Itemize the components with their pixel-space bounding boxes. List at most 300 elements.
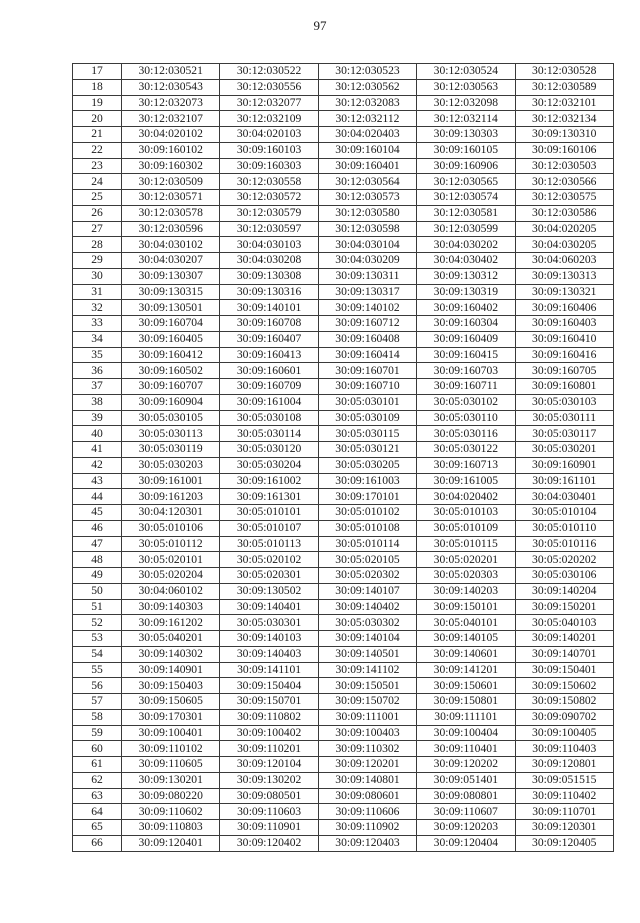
cadastral-number-cell: 30:09:140104: [318, 631, 416, 647]
row-number-cell: 30: [73, 268, 122, 284]
cadastral-number-cell: 30:09:140901: [122, 662, 220, 678]
cadastral-number-cell: 30:09:140302: [122, 646, 220, 662]
cadastral-number-cell: 30:05:030301: [220, 615, 318, 631]
cadastral-number-cell: 30:09:140105: [417, 631, 515, 647]
row-number-cell: 19: [73, 95, 122, 111]
cadastral-number-cell: 30:09:160701: [318, 363, 416, 379]
cadastral-number-cell: 30:09:110402: [515, 788, 613, 804]
cadastral-number-cell: 30:04:030202: [417, 237, 515, 253]
cadastral-number-cell: 30:09:150501: [318, 678, 416, 694]
cadastral-number-cell: 30:09:150802: [515, 694, 613, 710]
cadastral-number-cell: 30:09:160413: [220, 347, 318, 363]
cadastral-number-cell: 30:05:010110: [515, 520, 613, 536]
table-row: [73, 95, 614, 111]
cadastral-number-cell: 30:09:161002: [220, 473, 318, 489]
cadastral-number-cell: 30:04:020402: [417, 489, 515, 505]
cadastral-number-cell: 30:12:032114: [417, 111, 515, 127]
cadastral-number-cell: 30:09:160906: [417, 158, 515, 174]
cadastral-number-cell: 30:09:130501: [122, 300, 220, 316]
cadastral-number-cell: 30:05:030203: [122, 457, 220, 473]
cadastral-number-cell: 30:09:150403: [122, 678, 220, 694]
cadastral-number-cell: 30:05:020303: [417, 568, 515, 584]
cadastral-number-cell: 30:04:060102: [122, 583, 220, 599]
cadastral-number-cell: 30:04:030401: [515, 489, 613, 505]
cadastral-number-cell: 30:09:150404: [220, 678, 318, 694]
cadastral-number-cell: 30:09:160406: [515, 300, 613, 316]
cadastral-number-cell: 30:12:030575: [515, 190, 613, 206]
cadastral-number-cell: 30:12:030589: [515, 79, 613, 95]
table-row: [73, 536, 614, 552]
cadastral-number-cell: 30:05:010114: [318, 536, 416, 552]
cadastral-number-cell: 30:04:020103: [220, 127, 318, 143]
cadastral-number-cell: 30:09:160106: [515, 142, 613, 158]
table-row: [73, 300, 614, 316]
cadastral-number-cell: 30:09:160901: [515, 457, 613, 473]
cadastral-number-cell: 30:09:130319: [417, 284, 515, 300]
cadastral-number-cell: 30:09:160104: [318, 142, 416, 158]
cadastral-number-cell: 30:05:010112: [122, 536, 220, 552]
cadastral-number-cell: 30:04:030208: [220, 253, 318, 269]
cadastral-number-cell: 30:12:032134: [515, 111, 613, 127]
cadastral-number-cell: 30:05:020202: [515, 552, 613, 568]
cadastral-number-cell: 30:09:130317: [318, 284, 416, 300]
cadastral-number-cell: 30:05:030108: [220, 410, 318, 426]
row-number-cell: 39: [73, 410, 122, 426]
cadastral-number-cell: 30:09:160102: [122, 142, 220, 158]
cadastral-number-cell: 30:09:110902: [318, 820, 416, 836]
cadastral-number-cell: 30:09:160405: [122, 331, 220, 347]
table-row: [73, 631, 614, 647]
cadastral-number-cell: 30:09:110401: [417, 741, 515, 757]
table-row: [73, 505, 614, 521]
table-row: [73, 725, 614, 741]
cadastral-number-cell: 30:04:030205: [515, 237, 613, 253]
cadastral-number-cell: 30:09:141201: [417, 662, 515, 678]
cadastral-number-cell: 30:05:010106: [122, 520, 220, 536]
cadastral-number-cell: 30:09:160408: [318, 331, 416, 347]
row-number-cell: 54: [73, 646, 122, 662]
cadastral-number-cell: 30:09:051515: [515, 772, 613, 788]
cadastral-number-cell: 30:05:010113: [220, 536, 318, 552]
row-number-cell: 25: [73, 190, 122, 206]
table-row: [73, 174, 614, 190]
table-row: [73, 142, 614, 158]
cadastral-number-cell: 30:05:030109: [318, 410, 416, 426]
cadastral-number-cell: 30:05:010101: [220, 505, 318, 521]
cadastral-number-cell: 30:09:160416: [515, 347, 613, 363]
cadastral-number-cell: 30:05:030115: [318, 426, 416, 442]
cadastral-number-cell: 30:09:120404: [417, 835, 515, 851]
table-row: [73, 127, 614, 143]
table-row: [73, 489, 614, 505]
cadastral-number-cell: 30:05:030113: [122, 426, 220, 442]
table-row: [73, 347, 614, 363]
cadastral-number-cell: 30:09:110602: [122, 804, 220, 820]
cadastral-number-cell: 30:09:140401: [220, 599, 318, 615]
row-number-cell: 61: [73, 757, 122, 773]
cadastral-number-cell: 30:05:020204: [122, 568, 220, 584]
cadastral-number-cell: 30:05:030302: [318, 615, 416, 631]
cadastral-number-cell: 30:09:160708: [220, 316, 318, 332]
cadastral-number-table: [72, 63, 614, 852]
cadastral-number-cell: 30:09:160412: [122, 347, 220, 363]
row-number-cell: 24: [73, 174, 122, 190]
cadastral-number-cell: 30:12:032098: [417, 95, 515, 111]
cadastral-number-cell: 30:09:100404: [417, 725, 515, 741]
cadastral-number-cell: 30:09:160302: [122, 158, 220, 174]
table-row: [73, 426, 614, 442]
cadastral-number-cell: 30:12:030581: [417, 205, 515, 221]
cadastral-number-cell: 30:09:110701: [515, 804, 613, 820]
table-row: [73, 205, 614, 221]
cadastral-number-cell: 30:09:150602: [515, 678, 613, 694]
cadastral-number-cell: 30:09:160401: [318, 158, 416, 174]
cadastral-number-cell: 30:12:030528: [515, 64, 613, 80]
cadastral-number-cell: 30:12:032109: [220, 111, 318, 127]
row-number-cell: 64: [73, 804, 122, 820]
cadastral-number-cell: 30:09:170301: [122, 709, 220, 725]
cadastral-number-cell: 30:09:150101: [417, 599, 515, 615]
cadastral-number-cell: 30:09:110803: [122, 820, 220, 836]
cadastral-number-cell: 30:09:120203: [417, 820, 515, 836]
table-row: [73, 363, 614, 379]
cadastral-number-cell: 30:09:160105: [417, 142, 515, 158]
cadastral-number-cell: 30:09:161003: [318, 473, 416, 489]
cadastral-number-cell: 30:09:130502: [220, 583, 318, 599]
table-row: [73, 79, 614, 95]
row-number-cell: 32: [73, 300, 122, 316]
row-number-cell: 48: [73, 552, 122, 568]
cadastral-number-cell: 30:09:110901: [220, 820, 318, 836]
cadastral-number-cell: 30:05:010103: [417, 505, 515, 521]
table-row: [73, 520, 614, 536]
cadastral-number-cell: 30:05:010115: [417, 536, 515, 552]
cadastral-number-cell: 30:05:030120: [220, 442, 318, 458]
row-number-cell: 17: [73, 64, 122, 80]
table-row: [73, 158, 614, 174]
cadastral-number-cell: 30:04:030104: [318, 237, 416, 253]
table-row: [73, 379, 614, 395]
row-number-cell: 27: [73, 221, 122, 237]
cadastral-number-cell: 30:09:161001: [122, 473, 220, 489]
cadastral-number-cell: 30:05:040101: [417, 615, 515, 631]
cadastral-number-cell: 30:09:160705: [515, 363, 613, 379]
cadastral-number-cell: 30:09:140701: [515, 646, 613, 662]
cadastral-number-cell: 30:09:160713: [417, 457, 515, 473]
cadastral-number-cell: 30:09:120201: [318, 757, 416, 773]
cadastral-number-cell: 30:09:100405: [515, 725, 613, 741]
cadastral-number-cell: 30:09:110403: [515, 741, 613, 757]
cadastral-number-cell: 30:04:060203: [515, 253, 613, 269]
cadastral-number-cell: 30:09:120801: [515, 757, 613, 773]
cadastral-number-cell: 30:05:030114: [220, 426, 318, 442]
cadastral-number-cell: 30:09:160904: [122, 394, 220, 410]
cadastral-number-cell: 30:04:030402: [417, 253, 515, 269]
cadastral-number-cell: 30:09:130310: [515, 127, 613, 143]
cadastral-number-cell: 30:09:161005: [417, 473, 515, 489]
cadastral-number-cell: 30:05:020302: [318, 568, 416, 584]
row-number-cell: 49: [73, 568, 122, 584]
cadastral-number-cell: 30:12:030580: [318, 205, 416, 221]
row-number-cell: 33: [73, 316, 122, 332]
cadastral-number-cell: 30:09:170101: [318, 489, 416, 505]
cadastral-number-cell: 30:09:161202: [122, 615, 220, 631]
cadastral-number-cell: 30:09:080601: [318, 788, 416, 804]
cadastral-number-cell: 30:09:120403: [318, 835, 416, 851]
cadastral-number-cell: 30:04:030103: [220, 237, 318, 253]
cadastral-number-cell: 30:09:160303: [220, 158, 318, 174]
row-number-cell: 28: [73, 237, 122, 253]
cadastral-number-cell: 30:09:150701: [220, 694, 318, 710]
cadastral-number-cell: 30:12:032073: [122, 95, 220, 111]
cadastral-number-cell: 30:09:141101: [220, 662, 318, 678]
row-number-cell: 51: [73, 599, 122, 615]
cadastral-number-cell: 30:05:030205: [318, 457, 416, 473]
cadastral-number-cell: 30:04:030207: [122, 253, 220, 269]
row-number-cell: 38: [73, 394, 122, 410]
cadastral-number-cell: 30:09:110102: [122, 741, 220, 757]
cadastral-number-cell: 30:12:030564: [318, 174, 416, 190]
cadastral-number-cell: 30:05:030201: [515, 442, 613, 458]
cadastral-number-cell: 30:05:030122: [417, 442, 515, 458]
cadastral-number-cell: 30:09:160712: [318, 316, 416, 332]
table-row: [73, 835, 614, 851]
cadastral-number-cell: 30:09:110802: [220, 709, 318, 725]
table-row: [73, 253, 614, 269]
cadastral-number-cell: 30:09:141102: [318, 662, 416, 678]
cadastral-number-cell: 30:09:161004: [220, 394, 318, 410]
cadastral-number-cell: 30:09:160801: [515, 379, 613, 395]
cadastral-number-cell: 30:09:160415: [417, 347, 515, 363]
cadastral-number-cell: 30:12:030503: [515, 158, 613, 174]
row-number-cell: 63: [73, 788, 122, 804]
row-number-cell: 40: [73, 426, 122, 442]
cadastral-number-cell: 30:12:030579: [220, 205, 318, 221]
row-number-cell: 58: [73, 709, 122, 725]
cadastral-number-cell: 30:04:030209: [318, 253, 416, 269]
cadastral-number-cell: 30:09:140402: [318, 599, 416, 615]
cadastral-number-cell: 30:12:030566: [515, 174, 613, 190]
table-row: [73, 237, 614, 253]
cadastral-number-cell: 30:09:120202: [417, 757, 515, 773]
cadastral-number-cell: 30:09:140107: [318, 583, 416, 599]
table-row: [73, 804, 614, 820]
cadastral-number-cell: 30:09:120301: [515, 820, 613, 836]
cadastral-number-cell: 30:12:030596: [122, 221, 220, 237]
cadastral-number-cell: 30:12:030571: [122, 190, 220, 206]
cadastral-number-cell: 30:09:130311: [318, 268, 416, 284]
row-number-cell: 66: [73, 835, 122, 851]
cadastral-number-cell: 30:12:030565: [417, 174, 515, 190]
row-number-cell: 44: [73, 489, 122, 505]
table-row: [73, 442, 614, 458]
cadastral-number-cell: 30:05:030121: [318, 442, 416, 458]
cadastral-number-cell: 30:05:030111: [515, 410, 613, 426]
cadastral-number-cell: 30:09:160414: [318, 347, 416, 363]
cadastral-number-cell: 30:05:020105: [318, 552, 416, 568]
cadastral-number-cell: 30:05:020301: [220, 568, 318, 584]
cadastral-number-cell: 30:05:010107: [220, 520, 318, 536]
cadastral-number-cell: 30:09:090702: [515, 709, 613, 725]
cadastral-number-cell: 30:12:030597: [220, 221, 318, 237]
cadastral-number-cell: 30:05:030105: [122, 410, 220, 426]
cadastral-number-cell: 30:09:161203: [122, 489, 220, 505]
row-number-cell: 65: [73, 820, 122, 836]
table-row: [73, 788, 614, 804]
cadastral-number-cell: 30:09:140203: [417, 583, 515, 599]
cadastral-number-cell: 30:09:100402: [220, 725, 318, 741]
cadastral-number-cell: 30:05:030117: [515, 426, 613, 442]
table-row: [73, 646, 614, 662]
cadastral-number-cell: 30:09:160304: [417, 316, 515, 332]
row-number-cell: 62: [73, 772, 122, 788]
cadastral-number-cell: 30:09:110302: [318, 741, 416, 757]
cadastral-number-cell: 30:09:160711: [417, 379, 515, 395]
cadastral-number-cell: 30:04:020205: [515, 221, 613, 237]
row-number-cell: 46: [73, 520, 122, 536]
cadastral-number-cell: 30:09:120401: [122, 835, 220, 851]
cadastral-number-cell: 30:05:030103: [515, 394, 613, 410]
table-row: [73, 662, 614, 678]
cadastral-number-cell: 30:12:030558: [220, 174, 318, 190]
cadastral-number-cell: 30:09:120405: [515, 835, 613, 851]
row-number-cell: 41: [73, 442, 122, 458]
row-number-cell: 23: [73, 158, 122, 174]
cadastral-number-cell: 30:05:030204: [220, 457, 318, 473]
cadastral-number-cell: 30:05:030101: [318, 394, 416, 410]
cadastral-number-cell: 30:09:160402: [417, 300, 515, 316]
cadastral-number-cell: 30:09:130202: [220, 772, 318, 788]
cadastral-number-cell: 30:12:030556: [220, 79, 318, 95]
cadastral-number-cell: 30:12:032083: [318, 95, 416, 111]
cadastral-number-cell: 30:09:110603: [220, 804, 318, 820]
row-number-cell: 36: [73, 363, 122, 379]
table-row: [73, 820, 614, 836]
cadastral-number-cell: 30:12:030572: [220, 190, 318, 206]
cadastral-number-cell: 30:09:150605: [122, 694, 220, 710]
cadastral-number-cell: 30:09:160704: [122, 316, 220, 332]
cadastral-number-cell: 30:09:110201: [220, 741, 318, 757]
cadastral-number-cell: 30:04:020403: [318, 127, 416, 143]
cadastral-number-cell: 30:09:140601: [417, 646, 515, 662]
cadastral-number-cell: 30:12:030522: [220, 64, 318, 80]
cadastral-number-cell: 30:05:030119: [122, 442, 220, 458]
cadastral-number-cell: 30:09:140303: [122, 599, 220, 615]
cadastral-number-cell: 30:05:040201: [122, 631, 220, 647]
cadastral-number-cell: 30:12:030562: [318, 79, 416, 95]
cadastral-number-cell: 30:09:150401: [515, 662, 613, 678]
cadastral-number-cell: 30:05:020102: [220, 552, 318, 568]
cadastral-number-cell: 30:05:040103: [515, 615, 613, 631]
table-row: [73, 410, 614, 426]
cadastral-number-cell: 30:05:030116: [417, 426, 515, 442]
cadastral-number-cell: 30:09:160103: [220, 142, 318, 158]
cadastral-number-cell: 30:12:030543: [122, 79, 220, 95]
cadastral-number-cell: 30:09:111101: [417, 709, 515, 725]
cadastral-number-cell: 30:12:030599: [417, 221, 515, 237]
cadastral-number-cell: 30:09:140801: [318, 772, 416, 788]
cadastral-number-cell: 30:12:030521: [122, 64, 220, 80]
row-number-cell: 31: [73, 284, 122, 300]
cadastral-number-cell: 30:12:032101: [515, 95, 613, 111]
cadastral-number-cell: 30:09:080220: [122, 788, 220, 804]
table-row: [73, 599, 614, 615]
cadastral-number-cell: 30:09:160410: [515, 331, 613, 347]
cadastral-number-cell: 30:05:030106: [515, 568, 613, 584]
row-number-cell: 53: [73, 631, 122, 647]
cadastral-number-cell: 30:05:020101: [122, 552, 220, 568]
cadastral-number-cell: 30:09:160709: [220, 379, 318, 395]
cadastral-number-cell: 30:09:140204: [515, 583, 613, 599]
table-row: [73, 709, 614, 725]
cadastral-number-cell: 30:09:111001: [318, 709, 416, 725]
cadastral-number-cell: 30:09:080801: [417, 788, 515, 804]
row-number-cell: 45: [73, 505, 122, 521]
cadastral-number-cell: 30:05:030102: [417, 394, 515, 410]
table-row: [73, 316, 614, 332]
cadastral-number-cell: 30:12:032112: [318, 111, 416, 127]
cadastral-number-cell: 30:09:130201: [122, 772, 220, 788]
cadastral-number-cell: 30:09:120402: [220, 835, 318, 851]
cadastral-number-cell: 30:12:030574: [417, 190, 515, 206]
cadastral-number-cell: 30:09:160601: [220, 363, 318, 379]
cadastral-number-cell: 30:12:030598: [318, 221, 416, 237]
cadastral-number-cell: 30:09:130321: [515, 284, 613, 300]
row-number-cell: 18: [73, 79, 122, 95]
cadastral-number-cell: 30:09:100403: [318, 725, 416, 741]
table-row: [73, 394, 614, 410]
cadastral-number-cell: 30:04:030102: [122, 237, 220, 253]
cadastral-number-cell: 30:12:030523: [318, 64, 416, 80]
cadastral-number-cell: 30:09:160403: [515, 316, 613, 332]
table-row: [73, 772, 614, 788]
cadastral-number-cell: 30:09:160710: [318, 379, 416, 395]
cadastral-number-cell: 30:12:030578: [122, 205, 220, 221]
table-body: [73, 64, 614, 852]
table-row: [73, 457, 614, 473]
cadastral-number-cell: 30:09:150702: [318, 694, 416, 710]
table-row: [73, 583, 614, 599]
row-number-cell: 42: [73, 457, 122, 473]
cadastral-number-cell: 30:09:160407: [220, 331, 318, 347]
table-row: [73, 190, 614, 206]
cadastral-number-cell: 30:09:120104: [220, 757, 318, 773]
row-number-cell: 55: [73, 662, 122, 678]
cadastral-number-cell: 30:09:130312: [417, 268, 515, 284]
row-number-cell: 20: [73, 111, 122, 127]
cadastral-number-cell: 30:09:140101: [220, 300, 318, 316]
cadastral-number-cell: 30:05:010109: [417, 520, 515, 536]
row-number-cell: 57: [73, 694, 122, 710]
cadastral-number-cell: 30:05:010104: [515, 505, 613, 521]
row-number-cell: 22: [73, 142, 122, 158]
row-number-cell: 59: [73, 725, 122, 741]
row-number-cell: 26: [73, 205, 122, 221]
cadastral-number-cell: 30:12:032077: [220, 95, 318, 111]
table-row: [73, 615, 614, 631]
cadastral-number-cell: 30:09:130303: [417, 127, 515, 143]
row-number-cell: 34: [73, 331, 122, 347]
table-row: [73, 694, 614, 710]
table-row: [73, 552, 614, 568]
table-row: [73, 331, 614, 347]
cadastral-number-cell: 30:05:030110: [417, 410, 515, 426]
table-row: [73, 284, 614, 300]
row-number-cell: 47: [73, 536, 122, 552]
table-row: [73, 741, 614, 757]
cadastral-number-cell: 30:09:110606: [318, 804, 416, 820]
cadastral-number-cell: 30:09:140201: [515, 631, 613, 647]
